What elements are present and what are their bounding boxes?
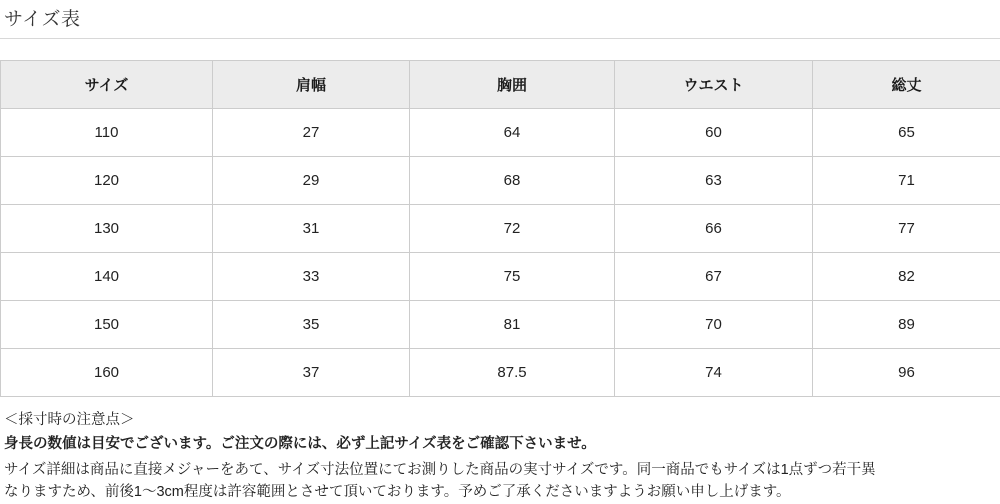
column-header-chest: 胸囲 xyxy=(410,61,615,109)
notes-body-line-1: サイズ詳細は商品に直接メジャーをあて、サイズ寸法位置にてお測りした商品の実寸サイズです。同一商品でもサイズは1点ずつ若干異 xyxy=(4,459,996,481)
column-header-waist: ウエスト xyxy=(615,61,813,109)
cell-chest: 81 xyxy=(410,301,615,349)
notes-body-line-2: なりますため、前後1〜3cm程度は許容範囲とさせて頂いております。予めご了承くださいますようお願い申し上げます。 xyxy=(4,481,996,503)
cell-length: 89 xyxy=(813,301,1000,349)
column-header-size: サイズ xyxy=(1,61,213,109)
cell-size: 130 xyxy=(1,205,213,253)
cell-size: 140 xyxy=(1,253,213,301)
table-row xyxy=(1,253,1000,301)
table-header-row xyxy=(1,61,1000,109)
cell-waist: 67 xyxy=(615,253,813,301)
cell-chest: 68 xyxy=(410,157,615,205)
measurement-notes xyxy=(0,397,1000,504)
cell-shoulder: 35 xyxy=(213,301,410,349)
cell-size: 150 xyxy=(1,301,213,349)
notes-emphasis: 身長の数値は目安でございます。ご注文の際には、必ず上記サイズ表をご確認下さいませ。 xyxy=(4,433,996,455)
cell-size: 110 xyxy=(1,109,213,157)
table-row xyxy=(1,109,1000,157)
cell-chest: 75 xyxy=(410,253,615,301)
cell-length: 82 xyxy=(813,253,1000,301)
cell-shoulder: 37 xyxy=(213,349,410,397)
cell-waist: 63 xyxy=(615,157,813,205)
cell-chest: 64 xyxy=(410,109,615,157)
column-header-shoulder: 肩幅 xyxy=(213,61,410,109)
cell-size: 120 xyxy=(1,157,213,205)
cell-shoulder: 27 xyxy=(213,109,410,157)
notes-heading: ＜採寸時の注意点＞ xyxy=(4,409,996,431)
cell-waist: 66 xyxy=(615,205,813,253)
cell-shoulder: 31 xyxy=(213,205,410,253)
cell-chest: 72 xyxy=(410,205,615,253)
cell-length: 96 xyxy=(813,349,1000,397)
cell-waist: 70 xyxy=(615,301,813,349)
column-header-length: 総丈 xyxy=(813,61,1000,109)
table-row xyxy=(1,349,1000,397)
table-row xyxy=(1,205,1000,253)
page-title: サイズ表 xyxy=(0,0,1000,38)
cell-length: 77 xyxy=(813,205,1000,253)
table-row xyxy=(1,301,1000,349)
cell-size: 160 xyxy=(1,349,213,397)
cell-waist: 60 xyxy=(615,109,813,157)
table-row xyxy=(1,157,1000,205)
cell-chest: 87.5 xyxy=(410,349,615,397)
cell-shoulder: 33 xyxy=(213,253,410,301)
cell-length: 71 xyxy=(813,157,1000,205)
cell-waist: 74 xyxy=(615,349,813,397)
title-divider xyxy=(0,38,1000,39)
cell-length: 65 xyxy=(813,109,1000,157)
size-table xyxy=(0,60,1000,397)
cell-shoulder: 29 xyxy=(213,157,410,205)
